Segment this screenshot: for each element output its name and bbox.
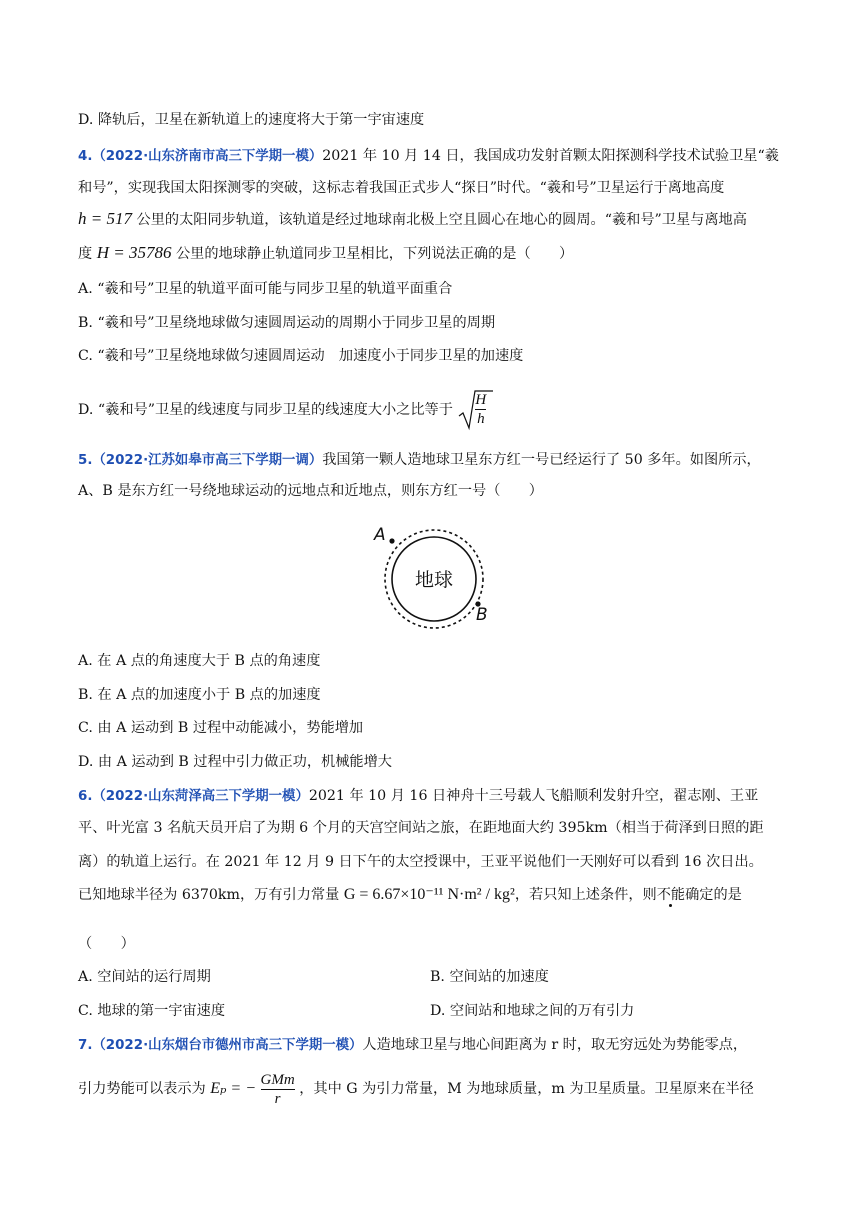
sqrt-expression: [457, 388, 493, 432]
q7-frac-den: r: [274, 1090, 281, 1107]
q3-option-d: D. 降轨后，卫星在新轨道上的速度将大于第一宇宙速度: [78, 112, 425, 128]
q4-option-d: [78, 388, 493, 432]
q4-text-3: 公里的太阳同步轨道，该轨道是经过地球南北极上空且圆心在地心的圆周。“羲和号”卫星与离地高: [136, 212, 747, 228]
q7-text-1: 人造地球卫星与地心间距离为 r 时，取无穷远处为势能零点，: [362, 1037, 748, 1053]
q7-number: 7.: [78, 1038, 93, 1053]
q6-option-b: B. 空间站的加速度: [430, 969, 549, 985]
orbit-diagram: [362, 520, 502, 630]
q6-text-4b: ，若只知上述条件，则: [514, 887, 657, 903]
q6-option-c: C. 地球的第一宇宙速度: [78, 1003, 226, 1019]
q4-text-1: 2021 年 10 月 14 日，我国成功发射首颗太阳探测科学技术试验卫星“羲: [322, 148, 779, 164]
earth-label: 地球: [414, 569, 454, 591]
q5-stem-line2: A、B 是东方红一号绕地球运动的远地点和近地点，则东方红一号（ ）: [78, 483, 543, 499]
q4-text-4a: 度: [78, 246, 93, 262]
q7-source: （2022·山东烟台市德州市高三下学期一模）: [92, 1038, 363, 1053]
q4-source: （2022·山东济南市高三下学期一模）: [92, 149, 323, 164]
q6-stem-line3: 离）的轨道上运行。在 2021 年 12 月 9 日下午的太空授课中，王亚平说他们一天刚好可以看到 16 次日出。: [78, 854, 763, 870]
q7-stem-line2: [78, 1066, 754, 1112]
q5-number: 5.: [78, 453, 93, 468]
q4-option-c: C. “羲和号”卫星绕地球做匀速圆周运动 加速度小于同步卫星的加速度: [78, 348, 524, 364]
point-b-label: B: [476, 605, 488, 625]
q6-emphasis-cannot: 不能: [656, 887, 686, 903]
q6-text-4c: 确定的是: [685, 887, 742, 903]
q7-stem-line1: [78, 1035, 747, 1056]
q6-option-d: D. 空间站和地球之间的万有引力: [430, 1003, 635, 1019]
q6-stem-line2: 平、叶光富 3 名航天员开启了为期 6 个月的天宫空间站之旅，在距地面大约 395km（相当于荷泽到日照的距: [78, 820, 764, 836]
q6-option-a: A. 空间站的运行周期: [78, 969, 211, 985]
q6-paren: （ ）: [78, 936, 135, 952]
q6-number: 6.: [78, 789, 93, 804]
q4-frac-num: H: [475, 392, 487, 408]
q7-fraction: [261, 1071, 295, 1108]
q4-number: 4.: [78, 149, 93, 164]
q6-g-equation: G = 6.67×10⁻¹¹ N·m² / kg²: [343, 886, 515, 903]
q4-frac-den: h: [477, 411, 485, 427]
q7-text-2a: 引力势能可以表示为: [78, 1081, 206, 1097]
q4-stem-line3: [78, 209, 747, 230]
q4-fraction: [475, 391, 486, 428]
q6-text-4a: 已知地球半径为 6370km，万有引力常量: [78, 887, 340, 903]
q6-stem-line1: [78, 786, 758, 807]
q5-stem-line1: [78, 450, 761, 471]
q5-text-1: 我国第一颗人造地球卫星东方红一号已经运行了 50 多年。如图所示，: [322, 452, 761, 468]
q4-stem-line1: [78, 146, 779, 167]
q5-option-a: A. 在 A 点的角速度大于 B 点的角速度: [78, 653, 321, 669]
q6-stem-line4: [78, 885, 742, 905]
q5-option-c: C. 由 A 运动到 B 过程中动能减小，势能增加: [78, 720, 364, 736]
q6-text-1: 2021 年 10 月 16 日神舟十三号载人飞船顺利发射升空，翟志刚、王亚: [308, 788, 759, 804]
q4-h-equation: h = 517: [78, 209, 132, 228]
q4-stem-line4: [78, 243, 573, 264]
q4-stem-line2: 和号”，实现我国太阳探测零的突破，这标志着我国正式步人“探日”时代。“羲和号”卫星运行于离地高度: [78, 180, 725, 196]
q4-option-a: A. “羲和号”卫星的轨道平面可能与同步卫星的轨道平面重合: [78, 281, 453, 297]
q5-option-d: D. 由 A 运动到 B 过程中引力做正功，机械能增大: [78, 754, 392, 770]
q7-ep-symbol: Eₚ = −: [210, 1080, 256, 1097]
q7-frac-num: GMm: [260, 1071, 295, 1088]
q5-source: （2022·江苏如皋市高三下学期一调）: [92, 453, 323, 468]
q4-text-4b: 公里的地球静止轨道同步卫星相比，下列说法正确的是（ ）: [175, 246, 574, 262]
q5-option-b: B. 在 A 点的加速度小于 B 点的加速度: [78, 687, 321, 703]
q4-option-b: B. “羲和号”卫星绕地球做匀速圆周运动的周期小于同步卫星的周期: [78, 315, 496, 331]
q4-H-equation: H = 35786: [96, 243, 172, 262]
point-a-label: A: [374, 525, 386, 545]
q4-option-d-text: D. “羲和号”卫星的线速度与同步卫星的线速度大小之比等于: [78, 402, 453, 418]
q7-text-2b: ，其中 G 为引力常量，M 为地球质量，m 为卫星质量。卫星原来在半径: [299, 1081, 754, 1097]
point-a-dot: [389, 538, 394, 543]
q6-source: （2022·山东菏泽高三下学期一模）: [92, 789, 309, 804]
